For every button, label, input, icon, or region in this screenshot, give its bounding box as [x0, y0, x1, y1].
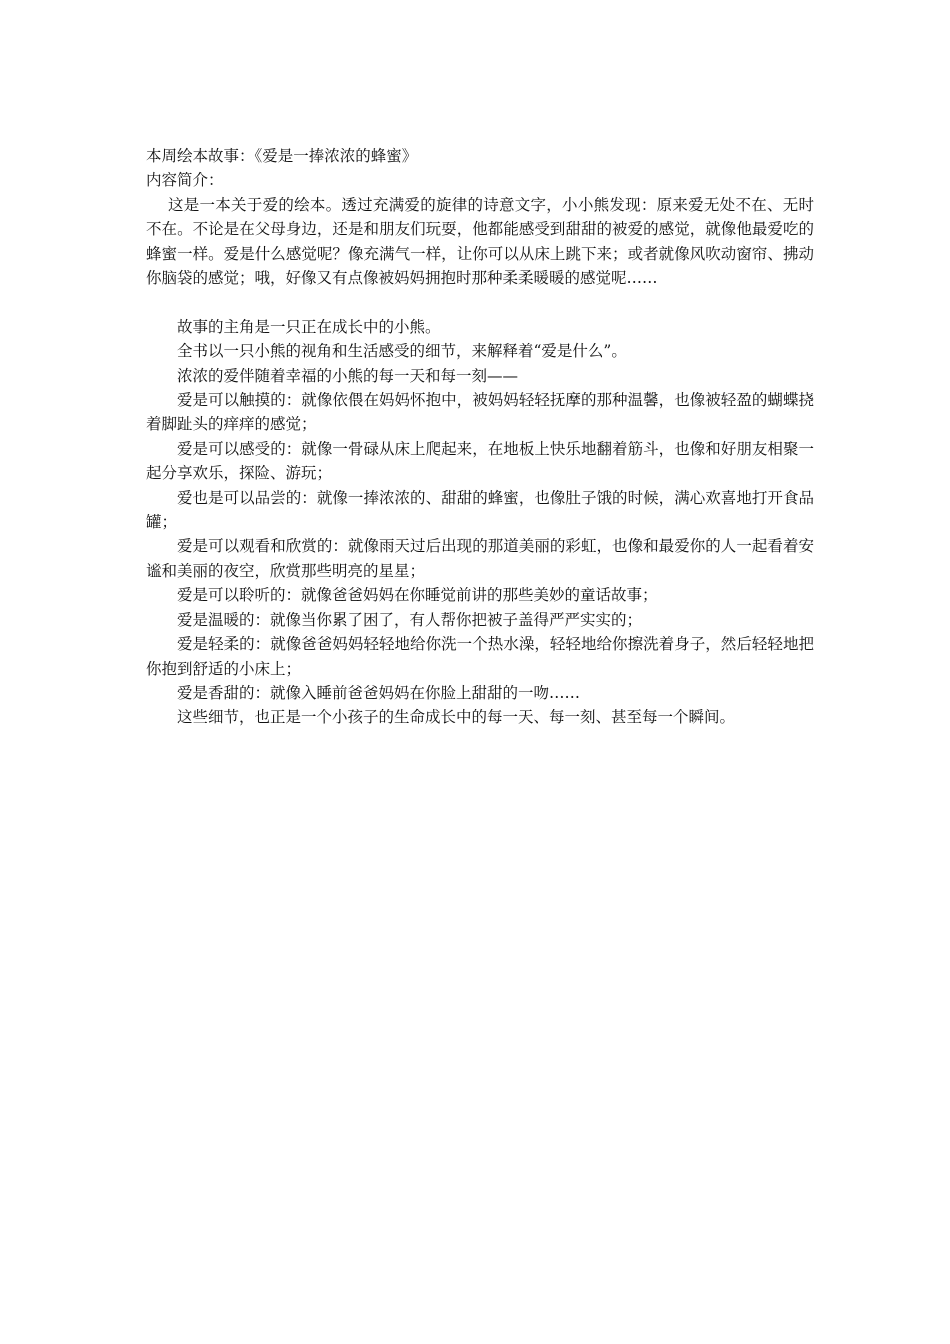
paragraph-love-taste: 爱也是可以品尝的：就像一捧浓浓的、甜甜的蜂蜜，也像肚子饿的时候，满心欢喜地打开食品罐；: [146, 488, 814, 532]
paragraph-everyday-love: 浓浓的爱伴随着幸福的小熊的每一天和每一刻——: [177, 366, 519, 385]
intro-paragraph: 这是一本关于爱的绘本。透过充满爱的旋律的诗意文字，小小熊发现：原来爱无处不在、无时不在。不论是在父母身边，还是和朋友们玩耍，他都能感受到甜甜的被爱的感觉，就像他最爱吃的蜂蜜一样。爱是什么感觉呢？像充满气一样，让你可以从床上跳下来；或者就像风吹动窗帘、拂动你脑袋的感觉；哦，好像又有点像被妈妈拥抱时那种柔柔暖暖的感觉呢……: [146, 195, 814, 288]
paragraph-conclusion: 这些细节，也正是一个小孩子的生命成长中的每一天、每一刻、甚至每一个瞬间。: [177, 708, 736, 727]
document-body: [146, 144, 814, 730]
paragraph-love-feel: 爱是可以感受的：就像一骨碌从床上爬起来，在地板上快乐地翻着筋斗，也像和好朋友相聚一起分享欢乐，探险、游玩；: [146, 439, 814, 483]
paragraph-love-sweet: 爱是香甜的：就像入睡前爸爸妈妈在你脸上甜甜的一吻……: [177, 683, 581, 702]
paragraph-love-hear: 爱是可以聆听的：就像爸爸妈妈在你睡觉前讲的那些美妙的童话故事；: [177, 586, 658, 605]
paragraph-love-see: 爱是可以观看和欣赏的：就像雨天过后出现的那道美丽的彩虹，也像和最爱你的人一起看着安谧和美丽的夜空，欣赏那些明亮的星星；: [146, 537, 814, 580]
intro-label: 内容简介：: [146, 171, 224, 190]
paragraph-protagonist: 故事的主角是一只正在成长中的小熊。: [177, 317, 441, 336]
paragraph-spacer: [146, 290, 814, 314]
paragraph-love-warm: 爱是温暖的：就像当你累了困了，有人帮你把被子盖得严严实实的；: [177, 610, 643, 629]
paragraph-love-gentle: 爱是轻柔的：就像爸爸妈妈轻轻地给你洗一个热水澡，轻轻地给你擦洗着身子，然后轻轻地把你抱到舒适的小床上；: [146, 635, 814, 678]
paragraph-perspective: 全书以一只小熊的视角和生活感受的细节，来解释着“爱是什么”。: [177, 342, 627, 361]
paragraph-love-touch: 爱是可以触摸的：就像依偎在妈妈怀抱中，被妈妈轻轻抚摩的那种温馨，也像被轻盈的蝴蝶挠着脚趾头的痒痒的感觉；: [146, 391, 814, 434]
document-title: 本周绘本故事：《爱是一捧浓浓的蜂蜜》: [146, 147, 418, 165]
